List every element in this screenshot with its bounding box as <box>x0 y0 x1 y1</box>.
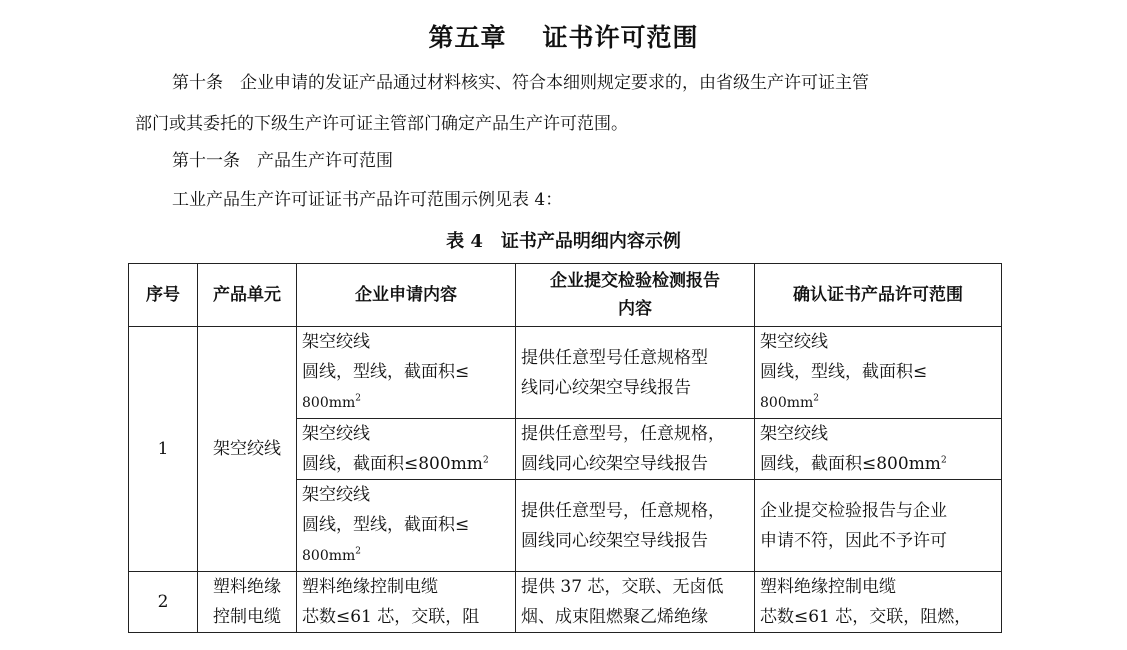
article-10-line1: 第十条 企业申请的发证产品通过材料核实、符合本细则规定要求的，由省级生产许可证主管 <box>172 73 869 93</box>
report-cell: 提供任意型号，任意规格， 圆线同心绞架空导线报告 <box>516 419 755 480</box>
scope-cell: 架空绞线 圆线，截面积$\le 800mm^2$ <box>755 419 1002 480</box>
table-label: 表 4 <box>446 231 483 252</box>
header-scope: 确认证书产品许可范围 <box>755 264 1002 327</box>
table-reference: 工业产品生产许可证证书产品许可范围示例见表 4： <box>172 190 563 210</box>
report-cell: 提供任意型号，任意规格， 圆线同心绞架空导线报告 <box>516 480 755 572</box>
table-header-row <box>129 264 1002 327</box>
scope-cell: 塑料绝缘控制电缆 芯数≤61 芯，交联，阻燃， <box>755 572 1002 633</box>
chapter-title <box>0 18 1127 54</box>
table-row <box>129 572 1002 633</box>
row-unit: 架空绞线 <box>198 327 297 572</box>
table-row <box>129 327 1002 419</box>
scope-cell: 企业提交检验报告与企业 申请不符，因此不予许可 <box>755 480 1002 572</box>
certificate-scope-table <box>128 263 1002 633</box>
chapter-number: 第五章 <box>428 23 507 52</box>
article-10-line2: 部门或其委托的下级生产许可证主管部门确定产品生产许可范围。 <box>135 114 628 134</box>
report-cell: 提供 37 芯，交联、无卤低 烟、成束阻燃聚乙烯绝缘 <box>516 572 755 633</box>
report-cell: 提供任意型号任意规格型 线同心绞架空导线报告 <box>516 327 755 419</box>
header-unit: 产品单元 <box>198 264 297 327</box>
apply-cell: 架空绞线 圆线，型线，截面积≤ $800mm^2$ <box>297 480 516 572</box>
table-caption <box>0 227 1127 253</box>
scope-cell: 架空绞线 圆线，型线，截面积≤ $800mm^2$ <box>755 327 1002 419</box>
apply-cell: 架空绞线 圆线，截面积$\le 800mm^2$ <box>297 419 516 480</box>
row-unit: 塑料绝缘 控制电缆 <box>198 572 297 633</box>
header-seq: 序号 <box>129 264 198 327</box>
apply-cell: 架空绞线 圆线，型线，截面积≤ $800mm^2$ <box>297 327 516 419</box>
header-apply: 企业申请内容 <box>297 264 516 327</box>
row-seq: 1 <box>129 327 198 572</box>
row-seq: 2 <box>129 572 198 633</box>
apply-cell: 塑料绝缘控制电缆 芯数≤61 芯，交联，阻 <box>297 572 516 633</box>
table-caption-text: 证书产品明细内容示例 <box>500 231 681 252</box>
article-11: 第十一条 产品生产许可范围 <box>172 151 393 171</box>
chapter-name: 证书许可范围 <box>542 23 699 52</box>
header-report: 企业提交检验检测报告 内容 <box>516 264 755 327</box>
